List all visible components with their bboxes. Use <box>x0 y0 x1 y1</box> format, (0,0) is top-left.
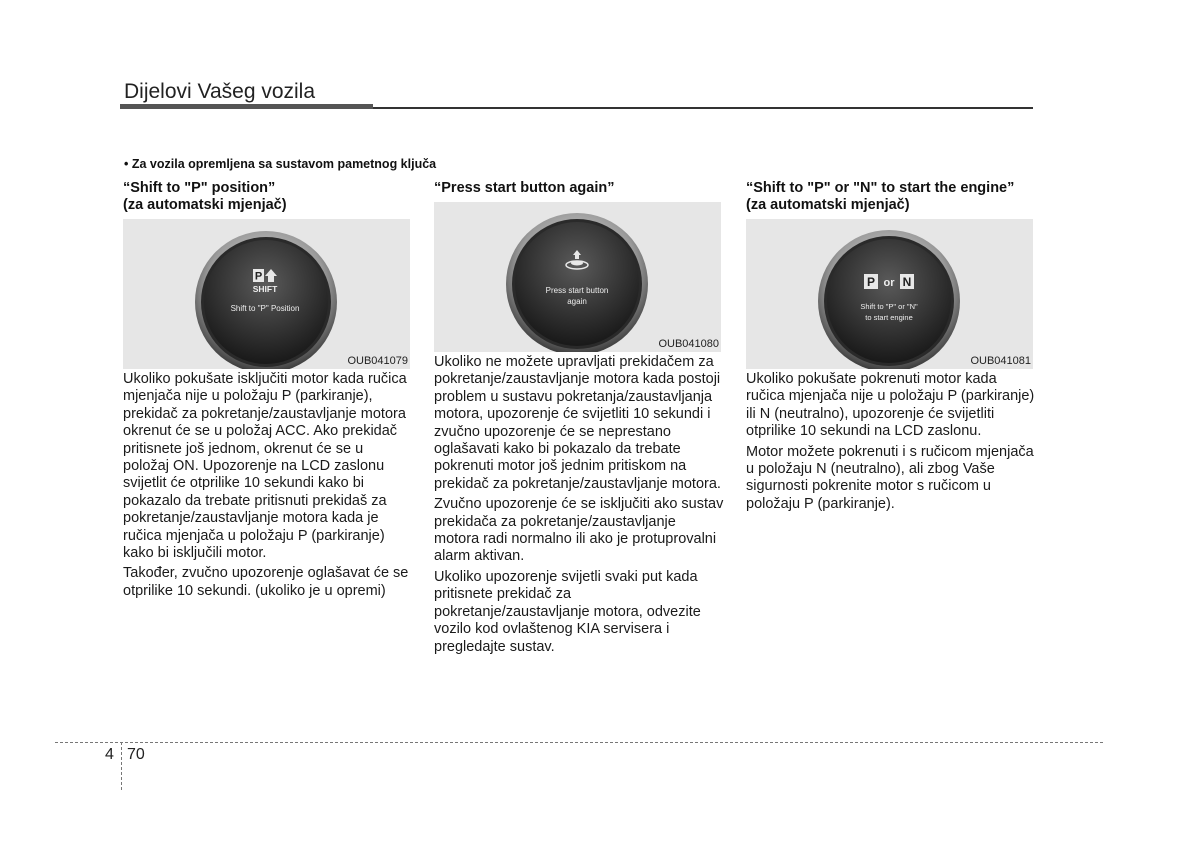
svg-text:P: P <box>254 270 263 283</box>
lcd-display-illustration <box>434 202 721 352</box>
lcd-message-line: Shift to "P" or "N" <box>860 302 918 311</box>
lcd-message-line: Shift to "P" Position <box>230 304 300 313</box>
column-title: “Shift to "P" or "N" to start the engine” (za automatski mjenjač) <box>746 180 1015 213</box>
footer-dashed-divider <box>121 742 122 790</box>
column-title: “Press start button again” <box>434 180 615 196</box>
paragraph: Motor možete pokrenuti i s ručicom mjenjača u položaju N (neutralno), ali zbog Vaše sigurnosti pokrenite motor s ručicom u položaju P (parkiranje). <box>746 443 1034 512</box>
column-body <box>746 371 1036 513</box>
shift-icon-label: SHIFT <box>252 284 278 294</box>
column-body <box>434 354 724 656</box>
header-rule <box>373 107 1033 109</box>
footer-chapter-number: 4 <box>105 746 114 763</box>
lcd-display-illustration <box>746 219 1033 369</box>
lcd-display-illustration <box>123 219 410 369</box>
figure-code: OUB041079 <box>347 355 408 367</box>
figure-lcd-shift-p-or-n <box>746 219 1033 369</box>
page-header-title: Dijelovi Vašeg vozila <box>124 80 316 103</box>
column-shift-to-p <box>123 180 413 603</box>
paragraph: Ukoliko pokušate pokrenuti motor kada ručica mjenjača nije u položaju P (parkiranje) ili N (neutralno), upozorenje će svijetliti otprilike 10 sekundi na LCD zaslonu. <box>746 371 1035 440</box>
figure-code: OUB041081 <box>970 355 1031 367</box>
figure-code: OUB041080 <box>658 338 719 350</box>
paragraph: Ukoliko ne možete upravljati prekidačem za pokretanje/zaustavljanje motora kada postoji problem u sustavu pokretanja/zaustavljanja motora, upozorenje će svijetliti 10 sekundi i zvučno upozorenje će se neprestano oglašavati kako bi pokazalo da trebate pokrenuti motor još jednim pritiskom na prekidač za pokretanje/zaustavljanje motora. <box>434 354 721 492</box>
footer-page-number: 70 <box>127 746 145 763</box>
paragraph: Ukoliko upozorenje svijetli svaki put kada pritisnete prekidač za pokretanje/zaustavljanje motora, odvezite vozilo kod ovlaštenog KIA servisera i pregledajte sustav. <box>434 568 701 655</box>
paragraph: Zvučno upozorenje će se isključiti ako sustav prekidača za pokretanje/zaustavljanje motora radi normalno ili ako je protuprovalni alarm aktivan. <box>434 496 724 565</box>
column-body <box>123 371 413 600</box>
column-shift-to-p-or-n <box>746 180 1036 516</box>
figure-lcd-shift-to-p <box>123 219 410 369</box>
lcd-message-line: Press start button <box>545 286 609 295</box>
footer-dashed-rule <box>55 742 1103 743</box>
lcd-message-line: to start engine <box>865 313 913 322</box>
p-letter: P <box>866 275 876 289</box>
paragraph: Također, zvučno upozorenje oglašavat će se otprilike 10 sekundi. (ukoliko je u opremi) <box>123 565 409 599</box>
paragraph: Ukoliko pokušate isključiti motor kada ručica mjenjača nije u položaju P (parkiranje), prekidač za pokretanje/zaustavljanje motora okrenut će se u položaj ACC. Ako prekidač pritisnete još jednom, okrenut će se u položaj ON. Upozorenje na LCD zaslonu svijetlit će otprilike 10 sekundi kako bi pokazalo da trebate pritisnuti prekidaš za pokretanje/zaustavljanje motora kada je ručica mjenjača u položaju P (parkiranje) kako bi isključili motor. <box>123 371 407 562</box>
figure-lcd-press-start <box>434 202 721 352</box>
header-accent-bar <box>120 104 373 109</box>
column-press-start-again <box>434 180 724 659</box>
column-title: “Shift to "P" position” (za automatski mjenjač) <box>123 180 287 213</box>
n-letter: N <box>902 275 912 289</box>
or-word: or <box>883 277 895 289</box>
lcd-message-line: again <box>567 297 587 306</box>
section-bullet-heading: • Za vozila opremljena sa sustavom pametnog ključa <box>124 157 437 171</box>
